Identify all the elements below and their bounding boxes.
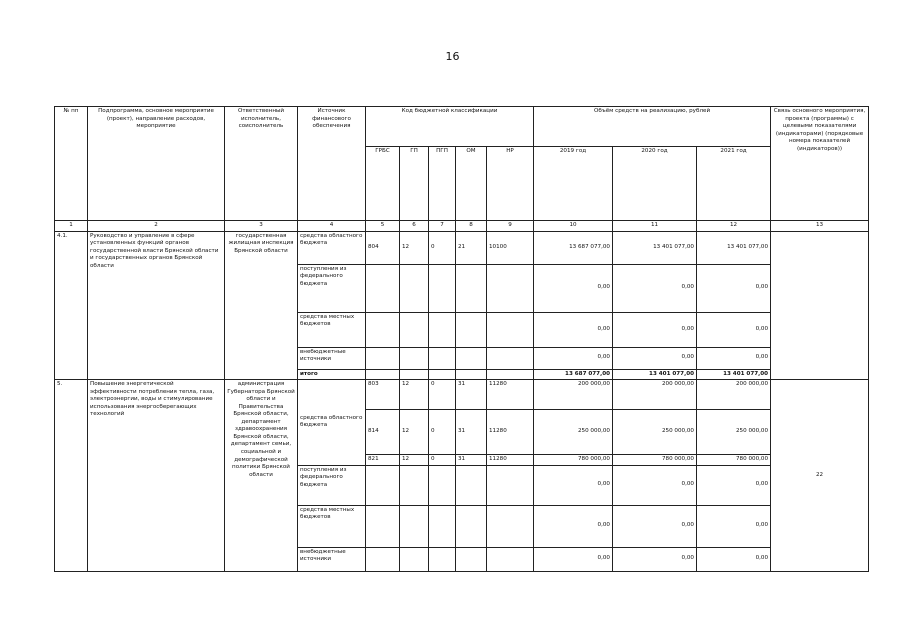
cell-2019: 0,00 [534, 465, 613, 505]
header-pgp: ПГП [429, 147, 456, 221]
cell-2019: 13 687 077,00 [534, 231, 613, 264]
col-number: 12 [697, 221, 771, 232]
col-number: 4 [298, 221, 366, 232]
header-funds: Объём средств на реализацию, рублей [534, 107, 771, 147]
cell-2021: 13 401 077,00 [697, 231, 771, 264]
header-nr: НР [487, 147, 534, 221]
cell-nr: 11280 [487, 455, 534, 466]
cell-nr: 11280 [487, 380, 534, 410]
col-number: 13 [771, 221, 869, 232]
col-number: 7 [429, 221, 456, 232]
cell-2021: 250 000,00 [697, 410, 771, 455]
cell-2021: 0,00 [697, 264, 771, 312]
col-number: 10 [534, 221, 613, 232]
header-2021: 2021 год [697, 147, 771, 221]
cell-gp: 12 [400, 455, 429, 466]
cell-2019: 780 000,00 [534, 455, 613, 466]
cell-2020: 0,00 [613, 312, 697, 347]
header-gp: ГП [400, 147, 429, 221]
cell-2020: 13 401 077,00 [613, 231, 697, 264]
row-responsible: администрация Губернатора Брянской области и Правительства Брянской области, департамент здравоохранения Брянской области, департамент семьи, социальной и демографической политики Брянской области [225, 380, 298, 572]
cell-pgp: 0 [429, 380, 456, 410]
cell-2019: 0,00 [534, 347, 613, 369]
row-source: средства местных бюджетов [298, 312, 366, 347]
cell-2020: 0,00 [613, 465, 697, 505]
row-source: средства областного бюджета [298, 380, 366, 466]
total-2021: 13 401 077,00 [697, 369, 771, 380]
row-program: Руководство и управление в сфере установленных функций органов государственной власти Брянской области и государственных органов Брянской области [88, 231, 225, 380]
page-number: 16 [445, 50, 460, 63]
col-number: 2 [88, 221, 225, 232]
cell-nr: 10100 [487, 231, 534, 264]
cell-pgp: 0 [429, 410, 456, 455]
row-num: 4.1. [55, 231, 88, 380]
header-2020: 2020 год [613, 147, 697, 221]
header-link: Связь основного мероприятия, проекта (программы) с целевыми показателями (индикаторами) (порядковые номера показателей (индикаторов)) [771, 107, 869, 221]
row-num: 5. [55, 380, 88, 572]
cell-grbs: 804 [366, 231, 400, 264]
col-number: 9 [487, 221, 534, 232]
table-row [55, 380, 869, 410]
cell-2020: 200 000,00 [613, 380, 697, 410]
cell-2019: 0,00 [534, 505, 613, 547]
col-number: 3 [225, 221, 298, 232]
cell-grbs: 803 [366, 380, 400, 410]
header-om: ОМ [456, 147, 487, 221]
cell-om: 31 [456, 410, 487, 455]
col-number: 8 [456, 221, 487, 232]
total-2019: 13 687 077,00 [534, 369, 613, 380]
total-2020: 13 401 077,00 [613, 369, 697, 380]
cell-2021: 0,00 [697, 505, 771, 547]
row-source: внебюджетные источники [298, 547, 366, 571]
row-source: средства местных бюджетов [298, 505, 366, 547]
cell-2020: 0,00 [613, 547, 697, 571]
header-2019: 2019 год [534, 147, 613, 221]
cell-grbs: 814 [366, 410, 400, 455]
cell-om: 31 [456, 455, 487, 466]
cell-2020: 250 000,00 [613, 410, 697, 455]
col-number: 1 [55, 221, 88, 232]
cell-nr: 11280 [487, 410, 534, 455]
cell-pgp: 0 [429, 231, 456, 264]
cell-2021: 780 000,00 [697, 455, 771, 466]
cell-link: 22 [771, 380, 869, 572]
cell-2019: 0,00 [534, 264, 613, 312]
row-source: внебюджетные источники [298, 347, 366, 369]
cell-2019: 250 000,00 [534, 410, 613, 455]
row-source: поступления из федерального бюджета [298, 264, 366, 312]
cell-2021: 0,00 [697, 312, 771, 347]
cell-2019: 0,00 [534, 312, 613, 347]
header-num: № пп [55, 107, 88, 221]
cell-2021: 0,00 [697, 547, 771, 571]
cell-gp: 12 [400, 380, 429, 410]
cell-gp: 12 [400, 410, 429, 455]
cell-2021: 0,00 [697, 465, 771, 505]
col-number: 5 [366, 221, 400, 232]
cell-2020: 0,00 [613, 505, 697, 547]
cell-2020: 0,00 [613, 264, 697, 312]
total-label: итого [298, 369, 366, 380]
cell-2021: 200 000,00 [697, 380, 771, 410]
column-numbers-row [55, 221, 869, 232]
row-program: Повышение энергетической эффективности потребления тепла, газа, электроэнергии, воды и стимулирование использования энергосберегающих технологий [88, 380, 225, 572]
cell-link [771, 231, 869, 380]
budget-table [54, 106, 869, 572]
cell-2019: 0,00 [534, 547, 613, 571]
header-program: Подпрограмма, основное мероприятие (проект), направление расходов, мероприятие [88, 107, 225, 221]
col-number: 11 [613, 221, 697, 232]
col-number: 6 [400, 221, 429, 232]
row-responsible: государственная жилищная инспекция Брянской области [225, 231, 298, 380]
cell-2020: 0,00 [613, 347, 697, 369]
cell-grbs: 821 [366, 455, 400, 466]
header-grbs: ГРБС [366, 147, 400, 221]
cell-pgp: 0 [429, 455, 456, 466]
header-budget-code: Код бюджетной классификации [366, 107, 534, 147]
cell-2021: 0,00 [697, 347, 771, 369]
cell-om: 21 [456, 231, 487, 264]
cell-gp: 12 [400, 231, 429, 264]
cell-2020: 780 000,00 [613, 455, 697, 466]
header-responsible: Ответственный исполнитель, соисполнитель [225, 107, 298, 221]
table-row [55, 231, 869, 264]
header-source: Источник финансового обеспечения [298, 107, 366, 221]
cell-om: 31 [456, 380, 487, 410]
row-source: поступления из федерального бюджета [298, 465, 366, 505]
cell-2019: 200 000,00 [534, 380, 613, 410]
row-source: средства областного бюджета [298, 231, 366, 264]
